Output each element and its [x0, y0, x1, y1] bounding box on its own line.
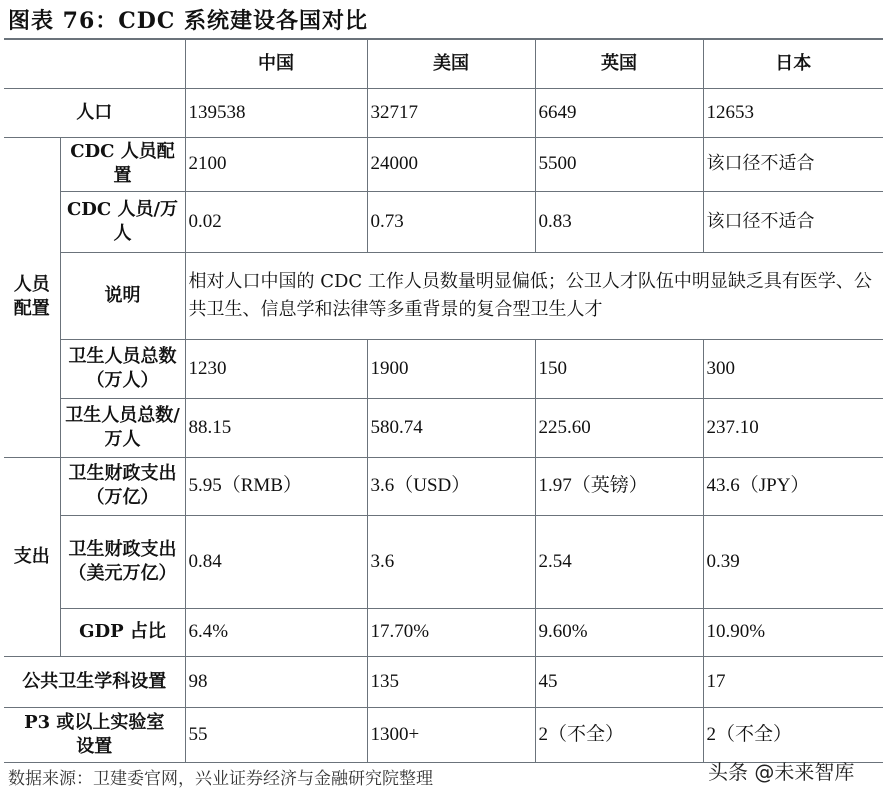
header-row [4, 39, 883, 88]
cell: 2.54 [535, 515, 703, 608]
header-japan: 日本 [703, 39, 883, 88]
cell: 0.84 [185, 515, 367, 608]
cell: 45 [535, 656, 703, 707]
cell: 88.15 [185, 398, 367, 457]
header-usa: 美国 [367, 39, 535, 88]
row-label: 卫生人员总数（万人） [60, 339, 185, 398]
table-row [4, 191, 883, 252]
cell: 24000 [367, 137, 535, 191]
cell: 135 [367, 656, 535, 707]
table-row [4, 398, 883, 457]
table-row [4, 137, 883, 191]
cell: 6649 [535, 88, 703, 137]
cell: 98 [185, 656, 367, 707]
note-text: 相对人口中国的 CDC 工作人员数量明显偏低；公卫人才队伍中明显缺乏具有医学、公共卫生、信息学和法律等多重背景的复合型卫生人才 [185, 252, 883, 339]
row-label: CDC 人员/万人 [60, 191, 185, 252]
cell: 225.60 [535, 398, 703, 457]
cell: 0.83 [535, 191, 703, 252]
source-note: 数据来源：卫建委官网，兴业证券经济与金融研究院整理 [8, 769, 433, 789]
cell: 43.6（JPY） [703, 457, 883, 515]
cell: 2（不全） [703, 707, 883, 762]
cell: 3.6（USD） [367, 457, 535, 515]
cell: 该口径不适合 [703, 191, 883, 252]
cell: 1230 [185, 339, 367, 398]
corner-cell [4, 39, 185, 88]
cell: 1.97（英镑） [535, 457, 703, 515]
table-row [4, 88, 883, 137]
cell: 0.02 [185, 191, 367, 252]
cell: 237.10 [703, 398, 883, 457]
table-row [4, 656, 883, 707]
cell: 5.95（RMB） [185, 457, 367, 515]
group-label-staff: 人员配置 [4, 137, 60, 457]
table-row [4, 515, 883, 608]
cell: 580.74 [367, 398, 535, 457]
cell: 32717 [367, 88, 535, 137]
table-row [4, 707, 883, 762]
cell: 3.6 [367, 515, 535, 608]
row-label: 卫生人员总数/万人 [60, 398, 185, 457]
row-label: GDP 占比 [60, 608, 185, 656]
cell: 10.90% [703, 608, 883, 656]
cell: 该口径不适合 [703, 137, 883, 191]
row-label: P3 或以上实验室设置 [4, 707, 185, 762]
cell: 2（不全） [535, 707, 703, 762]
cell: 9.60% [535, 608, 703, 656]
table-row [4, 252, 883, 339]
row-label: 说明 [60, 252, 185, 339]
cell: 300 [703, 339, 883, 398]
header-china: 中国 [185, 39, 367, 88]
cell: 17 [703, 656, 883, 707]
watermark: 头条 @未来智库 [708, 760, 855, 784]
row-label: 卫生财政支出（美元万亿） [60, 515, 185, 608]
comparison-table [4, 38, 883, 763]
header-uk: 英国 [535, 39, 703, 88]
row-label: CDC 人员配置 [60, 137, 185, 191]
table-row [4, 608, 883, 656]
cell: 55 [185, 707, 367, 762]
group-label-spend: 支出 [4, 457, 60, 656]
cell: 1300+ [367, 707, 535, 762]
cell: 2100 [185, 137, 367, 191]
figure-title: 图表 76：CDC 系统建设各国对比 [8, 8, 369, 34]
table-row [4, 457, 883, 515]
table-row [4, 339, 883, 398]
row-label: 卫生财政支出（万亿） [60, 457, 185, 515]
cell: 1900 [367, 339, 535, 398]
cell: 5500 [535, 137, 703, 191]
cell: 150 [535, 339, 703, 398]
cell: 12653 [703, 88, 883, 137]
cell: 0.39 [703, 515, 883, 608]
cell: 17.70% [367, 608, 535, 656]
row-label: 公共卫生学科设置 [4, 656, 185, 707]
row-label: 人口 [4, 88, 185, 137]
cell: 139538 [185, 88, 367, 137]
cell: 6.4% [185, 608, 367, 656]
cell: 0.73 [367, 191, 535, 252]
